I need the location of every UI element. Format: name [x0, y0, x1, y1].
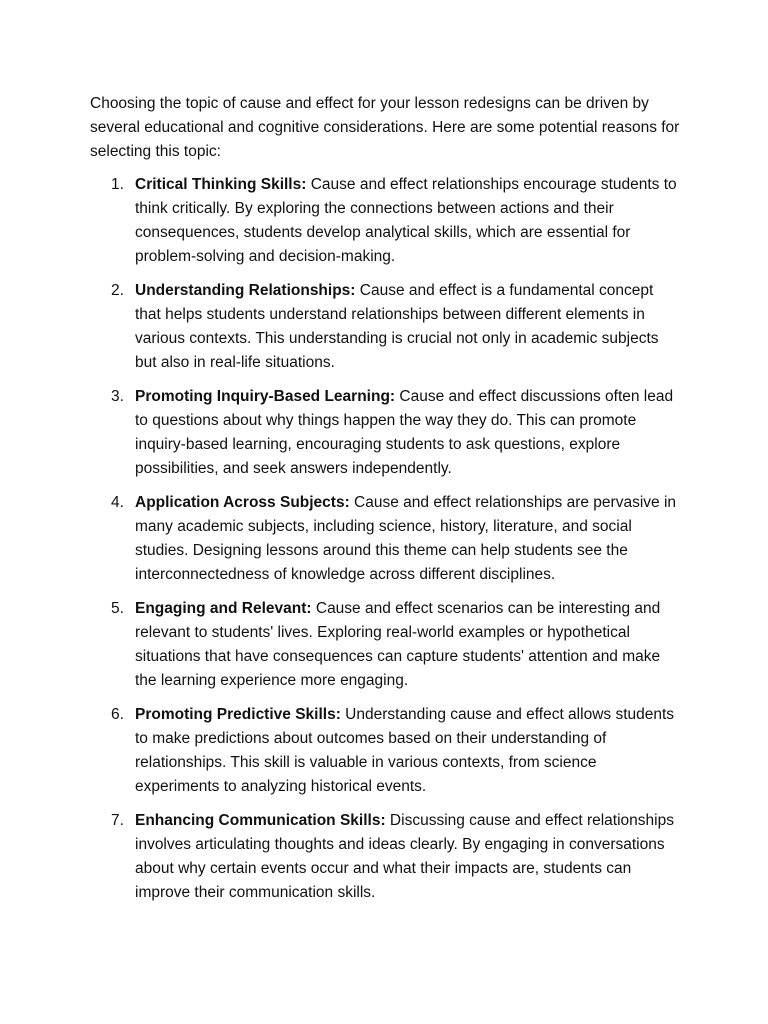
item-number: 5. [111, 600, 124, 617]
item-title: Critical Thinking Skills: [135, 176, 307, 193]
item-text: Cause and effect discussions often lead to questions about why things happen the way they do. This can promote inquiry-based learning, encouraging students to ask questions, explore possibilities, and seek answers independently. [135, 388, 674, 477]
list-item [90, 385, 682, 481]
item-text: Cause and effect is a fundamental concept that helps students understand relationships between different elements in various contexts. This understanding is crucial not only in academic subjects but also in real-life situations. [135, 282, 659, 371]
item-text: Cause and effect relationships encourage students to think critically. By exploring the connections between actions and their consequences, students develop analytical skills, which are essential for problem-solving and decision-making. [135, 176, 677, 265]
document-page [90, 92, 682, 915]
item-number: 3. [111, 388, 124, 405]
item-text: Cause and effect relationships are pervasive in many academic subjects, including science, history, literature, and social studies. Designing lessons around this theme can help students see the interconnectedness of knowledge across different disciplines. [135, 494, 677, 583]
item-text: Discussing cause and effect relationships involves articulating thoughts and ideas clearly. By engaging in conversations about why certain events occur and what their impacts are, students can improve their communication skills. [135, 812, 674, 901]
item-number: 7. [111, 812, 124, 829]
item-number: 4. [111, 494, 124, 511]
list-item [90, 597, 682, 693]
list-item [90, 173, 682, 269]
intro-paragraph: Choosing the topic of cause and effect for your lesson redesigns can be driven by several educational and cognitive considerations. Here are some potential reasons for selecting this topic: [90, 95, 680, 160]
item-text: Understanding cause and effect allows students to make predictions about outcomes based on their understanding of relationships. This skill is valuable in various contexts, from science experiments to analyzing historical events. [135, 706, 675, 795]
item-title: Understanding Relationships: [135, 282, 356, 299]
list-item [90, 809, 682, 905]
list-item [90, 703, 682, 799]
item-title: Enhancing Communication Skills: [135, 812, 386, 829]
list-item [90, 279, 682, 375]
item-number: 1. [111, 176, 124, 193]
list-item [90, 491, 682, 587]
item-title: Promoting Inquiry-Based Learning: [135, 388, 396, 405]
item-title: Engaging and Relevant: [135, 600, 312, 617]
reasons-list [90, 173, 682, 905]
item-number: 6. [111, 706, 124, 723]
item-number: 2. [111, 282, 124, 299]
item-text: Cause and effect scenarios can be interesting and relevant to students' lives. Exploring real-world examples or hypothetical situations that have consequences can capture students' attention and make the learning experience more engaging. [135, 600, 661, 689]
item-title: Application Across Subjects: [135, 494, 350, 511]
item-title: Promoting Predictive Skills: [135, 706, 341, 723]
